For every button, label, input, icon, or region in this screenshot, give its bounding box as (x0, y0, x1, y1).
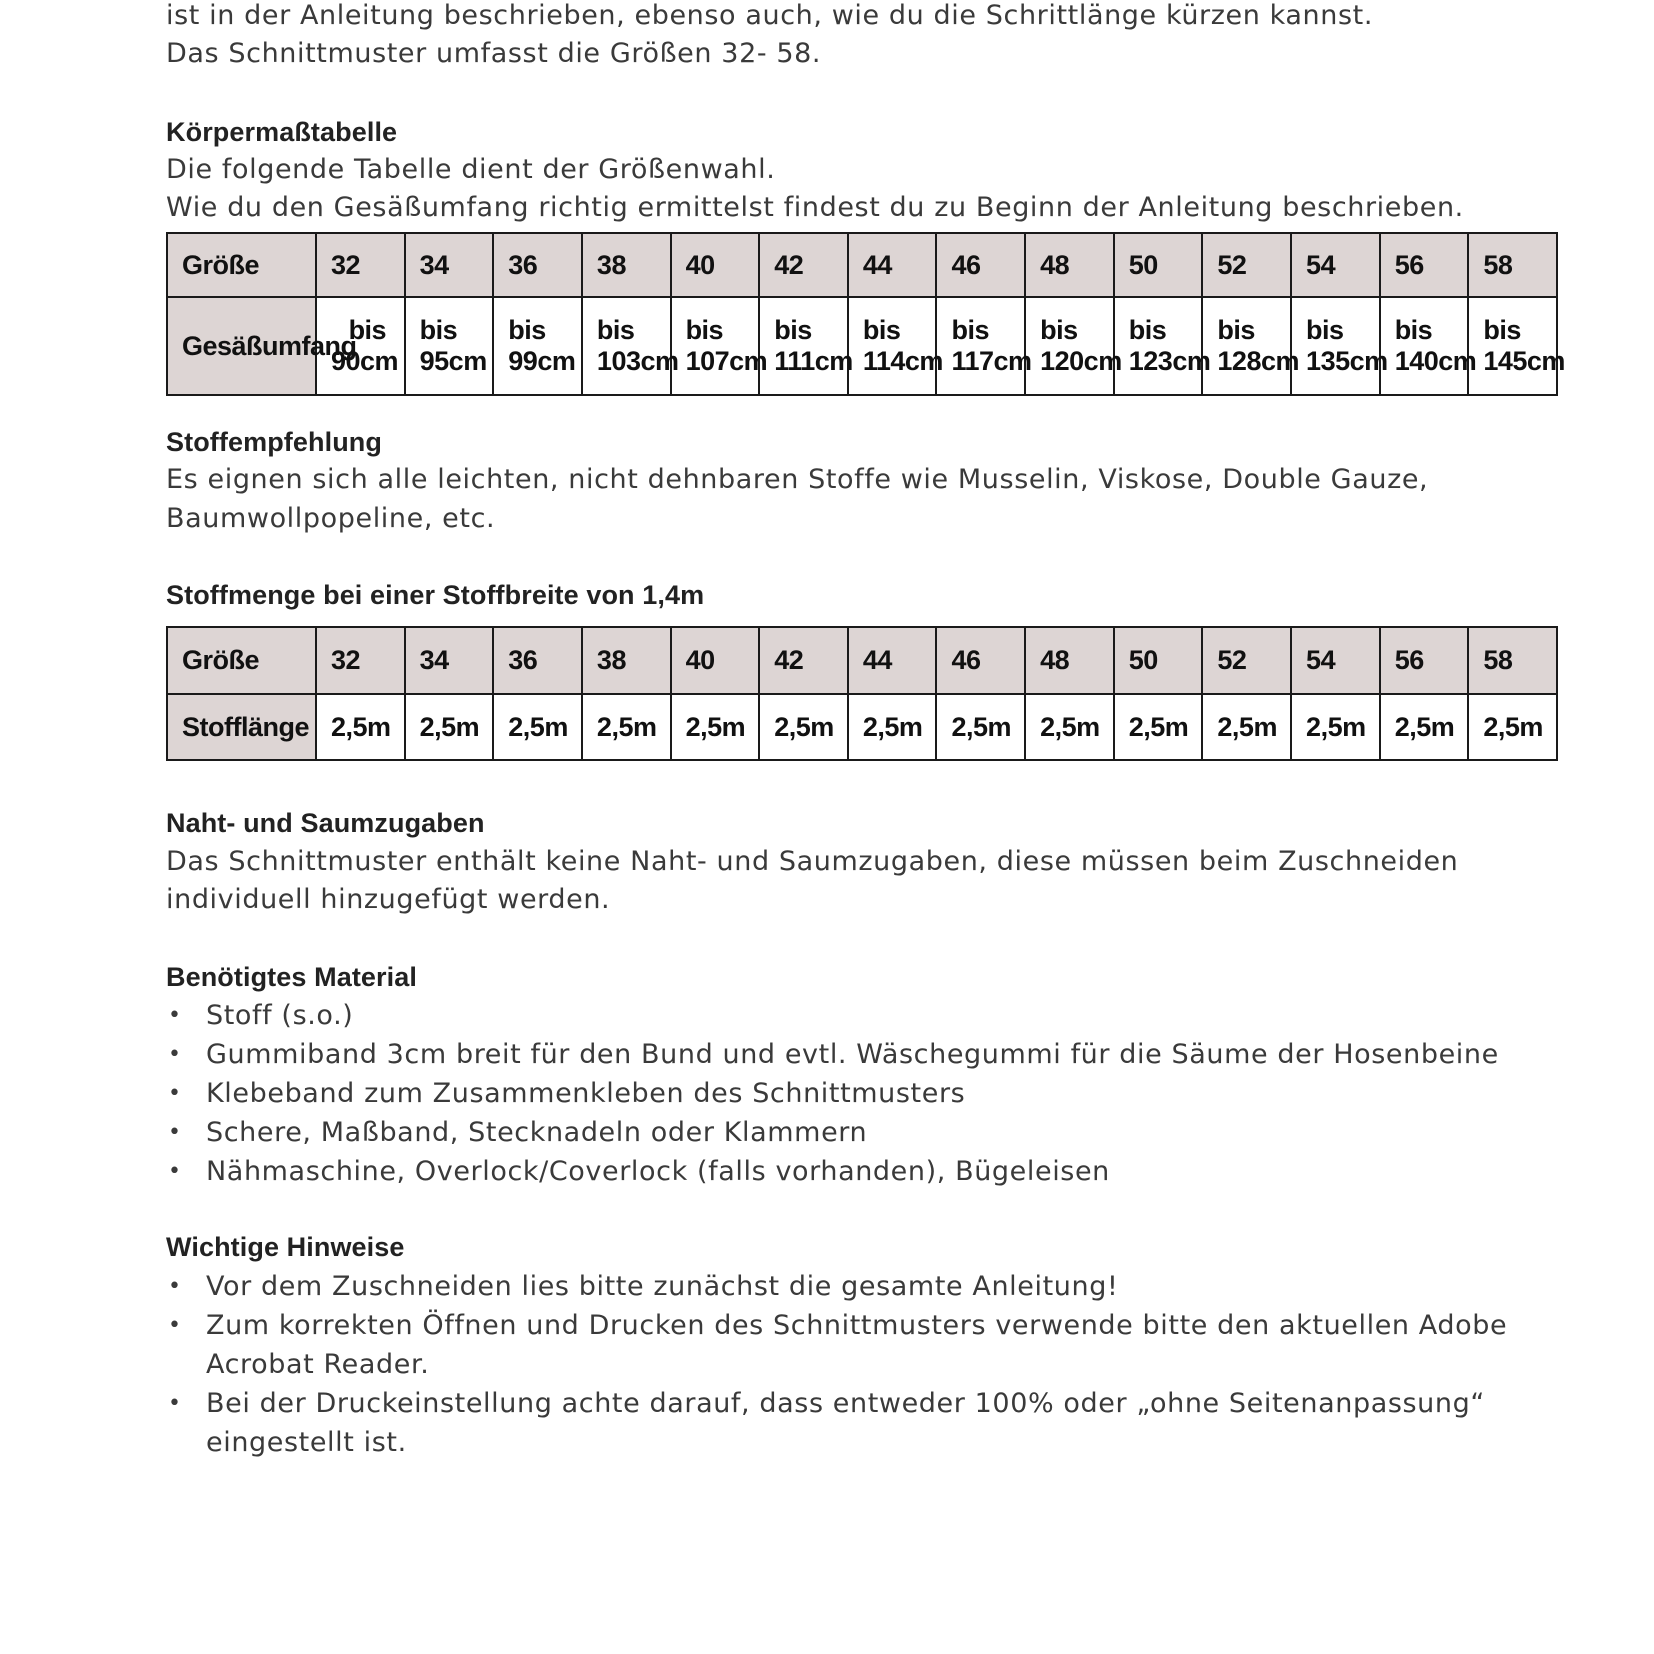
stoffempfehlung-line-1: Es eignen sich alle leichten, nicht dehnbaren Stoffe wie Musselin, Viskose, Double Gauze, (166, 464, 1429, 495)
value-cell: 2,5m (493, 694, 582, 760)
value-cell: 2,5m (1114, 694, 1203, 760)
value-cell: bis 90cm (316, 297, 405, 395)
intro-line-1: ist in der Anleitung beschrieben, ebenso auch, wie du die Schrittlänge kürzen kannst. (166, 0, 1374, 31)
size-cell: 48 (1025, 233, 1114, 297)
size-cell: 40 (671, 233, 760, 297)
hinweise-list (166, 1267, 1507, 1462)
naht-heading: Naht- und Saumzugaben (166, 808, 485, 838)
bullet-icon: • (168, 1313, 182, 1338)
naht-line-2: individuell hinzugefügt werden. (166, 884, 611, 915)
bullet-icon: • (168, 1159, 182, 1184)
table-row (167, 694, 1557, 760)
size-cell: 54 (1291, 627, 1380, 694)
stoffempfehlung-heading: Stoffempfehlung (166, 427, 382, 457)
value-cell: bis 99cm (493, 297, 582, 395)
size-cell: 52 (1202, 627, 1291, 694)
value-cell: bis 145cm (1468, 297, 1557, 395)
value-cell: bis 135cm (1291, 297, 1380, 395)
size-cell: 50 (1114, 233, 1203, 297)
size-cell: 54 (1291, 233, 1380, 297)
list-item: • Gummiband 3cm breit für den Bund und evtl. Wäschegummi für die Säume der Hosenbeine (166, 1035, 1499, 1074)
koerpermass-line-2: Wie du den Gesäßumfang richtig ermittelst findest du zu Beginn der Anleitung beschrieben. (166, 192, 1464, 223)
list-item: • Stoff (s.o.) (166, 996, 1499, 1035)
value-cell: 2,5m (1468, 694, 1557, 760)
stoffmenge-heading: Stoffmenge bei einer Stoffbreite von 1,4m (166, 580, 705, 610)
value-cell: bis 140cm (1380, 297, 1469, 395)
stoffmenge-table (166, 626, 1558, 761)
bullet-icon: • (168, 1391, 182, 1416)
size-cell: 52 (1202, 233, 1291, 297)
value-cell: 2,5m (936, 694, 1025, 760)
bullet-icon: • (168, 1120, 182, 1145)
value-cell: 2,5m (316, 694, 405, 760)
value-cell: 2,5m (759, 694, 848, 760)
list-item: • Klebeband zum Zusammenkleben des Schnittmusters (166, 1074, 1499, 1113)
koerpermass-table (166, 232, 1565, 396)
size-cell: 36 (493, 627, 582, 694)
size-cell: 40 (671, 627, 760, 694)
koerpermass-heading: Körpermaßtabelle (166, 117, 398, 147)
material-heading: Benötigtes Material (166, 962, 417, 992)
value-cell: bis 95cm (405, 297, 494, 395)
size-cell: 46 (936, 627, 1025, 694)
list-item: • Nähmaschine, Overlock/Coverlock (falls vorhanden), Bügeleisen (166, 1152, 1499, 1191)
stoffempfehlung-line-2: Baumwollpopeline, etc. (166, 503, 496, 534)
table-row (167, 297, 1557, 395)
row-label: Gesäßumfang (167, 297, 316, 395)
size-cell: 36 (493, 233, 582, 297)
table-header-row (167, 627, 1557, 694)
list-item: • Zum korrekten Öffnen und Drucken des Schnittmusters verwende bitte den aktuellen Adobe Acrobat Reader. (166, 1306, 1507, 1384)
size-cell: 42 (759, 233, 848, 297)
size-cell: 58 (1468, 233, 1557, 297)
size-cell: 58 (1468, 627, 1557, 694)
value-cell: bis 103cm (582, 297, 671, 395)
size-cell: 34 (405, 233, 494, 297)
size-cell: 38 (582, 627, 671, 694)
list-item: • Bei der Druckeinstellung achte darauf, dass entweder 100% oder „ohne Seitenanpassung“ eingestellt ist. (166, 1384, 1507, 1462)
value-cell: 2,5m (405, 694, 494, 760)
value-cell: 2,5m (1380, 694, 1469, 760)
naht-line-1: Das Schnittmuster enthält keine Naht- und Saumzugaben, diese müssen beim Zuschneiden (166, 846, 1459, 877)
size-cell: 50 (1114, 627, 1203, 694)
koerpermass-line-1: Die folgende Tabelle dient der Größenwahl. (166, 154, 776, 185)
table-header-row (167, 233, 1557, 297)
list-item: • Vor dem Zuschneiden lies bitte zunächst die gesamte Anleitung! (166, 1267, 1507, 1306)
size-cell: 44 (848, 233, 937, 297)
bullet-icon: • (168, 1042, 182, 1067)
size-cell: 34 (405, 627, 494, 694)
bullet-icon: • (168, 1081, 182, 1106)
material-list (166, 996, 1499, 1191)
size-cell: 32 (316, 627, 405, 694)
hinweise-heading: Wichtige Hinweise (166, 1232, 405, 1262)
size-cell: 56 (1380, 627, 1469, 694)
value-cell: 2,5m (848, 694, 937, 760)
value-cell: bis 117cm (936, 297, 1025, 395)
size-cell: 46 (936, 233, 1025, 297)
table-header-label: Größe (167, 627, 316, 694)
value-cell: 2,5m (1025, 694, 1114, 760)
value-cell: bis 123cm (1114, 297, 1203, 395)
size-cell: 32 (316, 233, 405, 297)
size-cell: 38 (582, 233, 671, 297)
value-cell: 2,5m (671, 694, 760, 760)
value-cell: 2,5m (1202, 694, 1291, 760)
size-cell: 48 (1025, 627, 1114, 694)
list-item: • Schere, Maßband, Stecknadeln oder Klammern (166, 1113, 1499, 1152)
row-label: Stofflänge (167, 694, 316, 760)
bullet-icon: • (168, 1003, 182, 1028)
value-cell: 2,5m (582, 694, 671, 760)
value-cell: bis 114cm (848, 297, 937, 395)
table-header-label: Größe (167, 233, 316, 297)
intro-line-2: Das Schnittmuster umfasst die Größen 32- 58. (166, 38, 822, 69)
value-cell: 2,5m (1291, 694, 1380, 760)
size-cell: 56 (1380, 233, 1469, 297)
bullet-icon: • (168, 1274, 182, 1299)
size-cell: 42 (759, 627, 848, 694)
size-cell: 44 (848, 627, 937, 694)
value-cell: bis 128cm (1202, 297, 1291, 395)
value-cell: bis 107cm (671, 297, 760, 395)
value-cell: bis 111cm (759, 297, 848, 395)
value-cell: bis 120cm (1025, 297, 1114, 395)
